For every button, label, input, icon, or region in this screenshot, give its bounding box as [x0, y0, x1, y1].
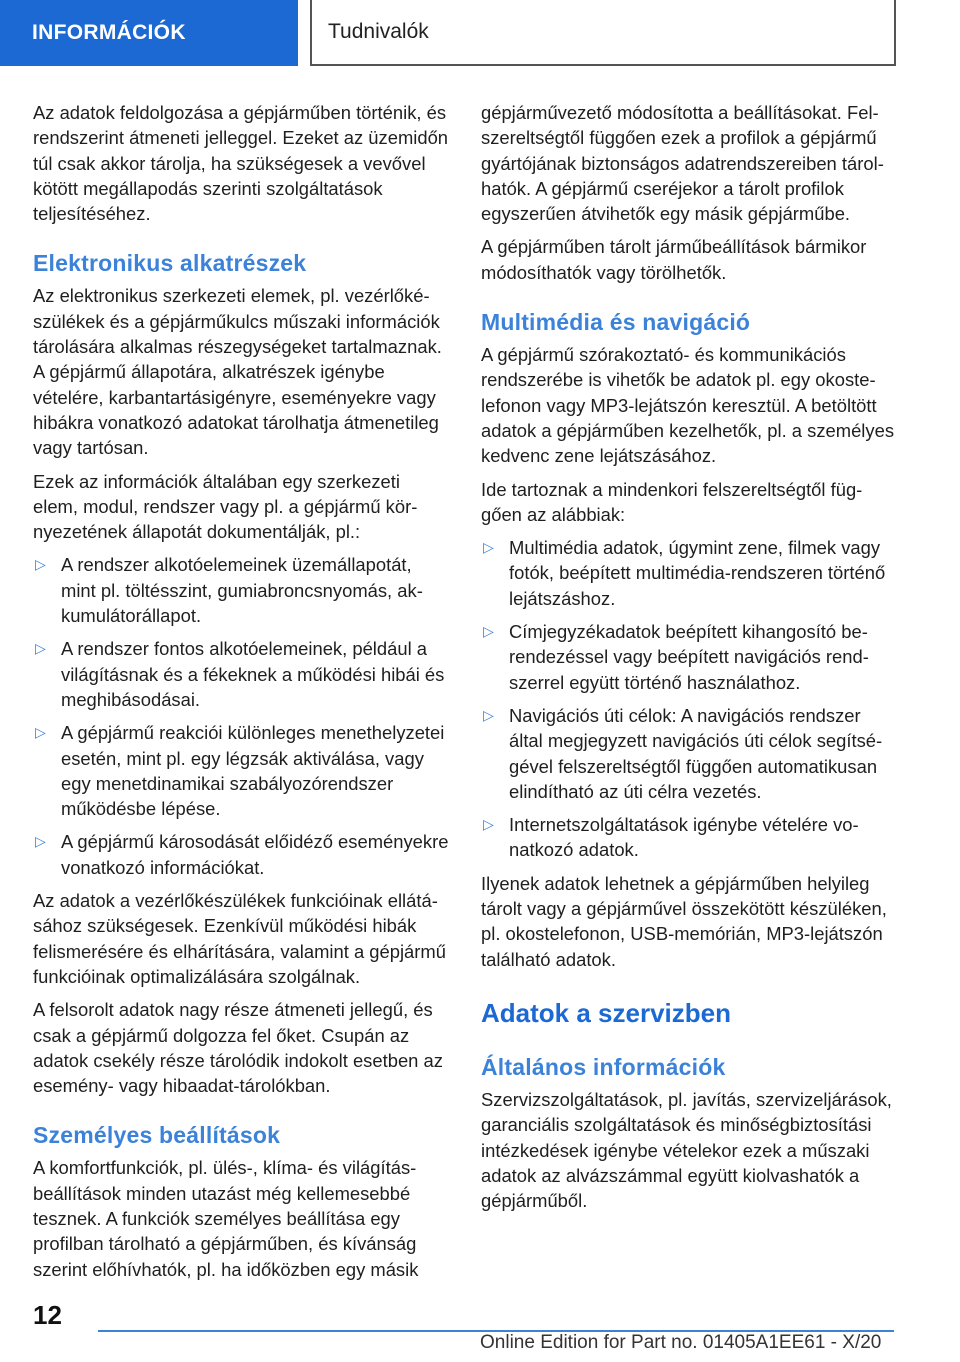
list-item: ▷ A gépjármű károsodását előidéző eseményekre vonatkozó információkat. [35, 831, 449, 878]
left-column [33, 100, 449, 1290]
heading-general-information: Általános információk [481, 1053, 726, 1080]
triangle-bullet-icon: ▷ [483, 539, 494, 556]
paragraph: A felsorolt adatok nagy része átmeneti jellegű, és csak a gépjármű dolgozza fel őket. Csupán az adatok csekély része tárolódik indokolt esetben az esemény- vagy hibaadat-tárolókban. [33, 999, 443, 1097]
paragraph: Szervizszolgáltatások, pl. javítás, szervizeljárások, garanciális szolgáltatások és minőségbiztosítási intézkedések igénybe vételekor ezek a műszaki adatok az alvázszámmal együtt kiolvashatók a gépjárműből. [481, 1088, 892, 1212]
list-item: ▷ Címjegyzékadatok beépített kihangosító berendezéssel vagy beépített navigációs rendszerrel együtt történő használathoz. [483, 621, 869, 693]
triangle-bullet-icon: ▷ [35, 724, 46, 741]
triangle-bullet-icon: ▷ [483, 816, 494, 833]
list-item: ▷ Navigációs úti célok: A navigációs rendszer által megjegyzett navigációs úti célok segítségével felszereltségtől függően automatikusan elindítható az úti célra vezetés. [483, 704, 883, 802]
paragraph: A komfortfunkciók, pl. ülés-, klíma- és világításbeállítások minden utazást még kellemesebbé tesznek. A funkciók személyes beállítása egy profilban tárolható a gépjárműben, és kívánság szerint előhívhatók, pl. ha időközben egy másik [33, 1157, 419, 1280]
paragraph: gépjárművezető módosította a beállításokat. Felszereltségtől függően ezek a profilok a gépjármű gyártójának biztonságos adatrendszereiben tárolhatók. A gépjármű cseréjekor a tárolt profilok egyszerűen átvihetők egy másik gépjárműbe. [481, 102, 884, 225]
heading-multimedia-navigation: Multimédia és navigáció [481, 309, 751, 336]
list-item: ▷ A gépjármű reakciói különleges menethelyzetei esetén, mint pl. egy légzsák aktiválása, vagy egy menetdinamikai szabályozórendszer működésbe lépése. [35, 722, 445, 820]
paragraph: Az elektronikus szerkezeti elemek, pl. vezérlőkészülékek és a gépjárműkulcs műszaki információk tárolására alkalmas részegységeket tartalmaznak. A gépjármű állapotára, alkatrészek igénybe vételére, karbantartásigényre, eseményekre vagy hibákra vonatkozó adatokat tárolhatja átmenetileg vagy tartósan. [33, 285, 442, 459]
list-item: ▷ A rendszer alkotóelemeinek üzemállapotát, mint pl. töltésszint, gumiabroncsnyomás, akkumulátorállapot. [35, 554, 423, 627]
paragraph: A gépjármű szórakoztató- és kommunikációs rendszerébe is vihetők be adatok pl. egy okostelefonon vagy MP3-lejátszón keresztül. A betöltött adatok a gépjárműben kezelhetők, pl. a személyes kedvenc zene lejátszásához. [481, 344, 895, 467]
paragraph: Az adatok feldolgozása a gépjárműben történik, és rendszerint átmeneti jelleggel. Ezeket az üzemidőn túl csak akkor tárolja, ha szükségesek a vevővel kötött megállapodás szerinti szolgáltatások teljesítéséhez. [33, 102, 449, 225]
paragraph: Ilyenek adatok lehetnek a gépjárműben helyileg tárolt vagy a gépjárművel összekötött készüléken, pl. okostelefonon, USB-memórián, MP3-lejátszón található adatok. [481, 872, 887, 970]
list-item: ▷ Internetszolgáltatások igénybe vételére vonatkozó adatok. [483, 814, 859, 861]
heading-service-data: Adatok a szervizben [481, 997, 731, 1028]
list-item: ▷ Multimédia adatok, úgymint zene, filmek vagy fotók, beépített multimédia-rendszeren történő lejátszáshoz. [483, 537, 886, 609]
right-column [481, 100, 897, 1221]
list-item: ▷ A rendszer fontos alkotóelemeinek, például a világításnak és a fékeknek a működési hibái és meghibásodásai. [35, 638, 445, 710]
triangle-bullet-icon: ▷ [35, 833, 46, 850]
heading-electronic-components: Elektronikus alkatrészek [33, 250, 307, 277]
page-header [0, 0, 960, 66]
bullet-list [33, 552, 449, 880]
paragraph: Ezek az információk általában egy szerkezeti elem, modul, rendszer vagy pl. a gépjármű környezetének állapotát dokumentálják, pl.: [33, 470, 418, 543]
section-tab: INFORMÁCIÓK [0, 0, 298, 66]
paragraph: Ide tartoznak a mindenkori felszereltségtől függően az alábbiak: [481, 478, 863, 525]
edition-footer: Online Edition for Part no. 01405A1EE61 - X/20 [480, 1332, 882, 1353]
triangle-bullet-icon: ▷ [35, 640, 46, 657]
bullet-list [481, 535, 897, 863]
triangle-bullet-icon: ▷ [483, 706, 494, 723]
subsection-tab: Tudnivalók [310, 0, 896, 66]
page-number: 12 [33, 1300, 62, 1330]
triangle-bullet-icon: ▷ [483, 623, 494, 640]
triangle-bullet-icon: ▷ [35, 556, 46, 573]
paragraph: A gépjárműben tárolt járműbeállítások bármikor módosíthatók vagy törölhetők. [481, 236, 867, 283]
heading-personal-settings: Személyes beállítások [33, 1122, 281, 1149]
paragraph: Az adatok a vezérlőkészülékek funkcióinak ellátásához szükségesek. Ezenkívül működési hibák felismerésére és elhárítására, valamint a gépjármű funkcióinak optimalizálására szolgálnak. [33, 890, 446, 987]
